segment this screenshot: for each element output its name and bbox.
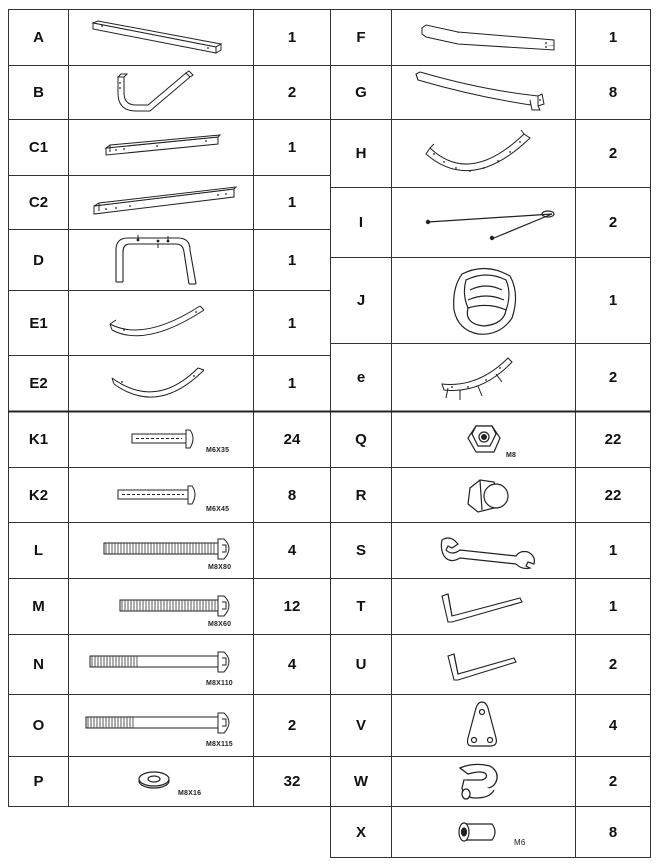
- part-qty-c2: 1: [287, 194, 297, 211]
- part-label-l: L: [33, 542, 44, 559]
- part-qty-x: 8: [608, 823, 618, 841]
- chair-seat-icon: [448, 264, 524, 338]
- arc-rail-icon: [420, 126, 540, 182]
- part-qty-h: 2: [608, 145, 618, 162]
- allen-key-icon: [446, 652, 518, 682]
- part-qty-k2: 8: [287, 486, 297, 504]
- spec-k2: M6X45: [206, 506, 230, 513]
- part-label-h: H: [355, 145, 367, 162]
- part-label-a: A: [33, 29, 44, 46]
- small-arc-icon: [438, 354, 522, 406]
- hex-nut-icon: [466, 424, 502, 456]
- part-qty-t: 1: [608, 598, 618, 615]
- part-qty-m: 12: [283, 598, 301, 615]
- allen-key-icon: [440, 592, 524, 624]
- spec-p: M8X16: [178, 790, 202, 797]
- part-qty-s: 1: [608, 542, 618, 559]
- cap-nut-icon: [464, 478, 514, 516]
- part-label-k2: K2: [28, 486, 49, 504]
- part-qty-n: 4: [287, 656, 297, 673]
- part-label-e2: E2: [29, 375, 48, 392]
- part-label-e-lower: e: [356, 369, 366, 386]
- part-label-g: G: [355, 84, 367, 101]
- part-label-p: P: [33, 773, 44, 790]
- part-label-d: D: [33, 251, 44, 269]
- part-label-s: S: [355, 542, 366, 559]
- spec-x: M6: [514, 838, 526, 847]
- part-qty-c1: 1: [287, 139, 297, 156]
- part-label-b: B: [33, 84, 44, 101]
- part-label-e1: E1: [29, 314, 48, 332]
- part-label-v: V: [355, 717, 366, 734]
- spec-n: M8X110: [206, 680, 233, 687]
- part-label-u: U: [355, 656, 367, 673]
- curved-rail-icon: [106, 360, 210, 404]
- washer-icon: [136, 769, 172, 791]
- spec-m: M8X60: [208, 621, 232, 628]
- part-label-m: M: [32, 598, 45, 615]
- bolt-icon: [118, 594, 238, 618]
- part-qty-f: 1: [608, 29, 618, 46]
- part-label-x: X: [355, 823, 366, 841]
- part-qty-g: 8: [608, 84, 618, 101]
- cable-icon: [420, 202, 560, 242]
- part-label-j: J: [356, 292, 366, 309]
- part-qty-p: 32: [283, 773, 301, 790]
- part-qty-q: 22: [604, 431, 622, 448]
- part-qty-v: 4: [608, 717, 618, 734]
- curved-slat-icon: [412, 70, 552, 114]
- part-qty-o: 2: [287, 717, 297, 734]
- spec-q: M8: [506, 452, 517, 459]
- bolt-icon: [130, 428, 200, 450]
- j-bend-tube-icon: [110, 71, 195, 117]
- u-frame-icon: [108, 232, 208, 290]
- bolt-icon: [84, 711, 238, 735]
- part-label-r: R: [355, 486, 367, 504]
- part-qty-l: 4: [287, 542, 297, 559]
- long-tube-icon: [90, 184, 238, 218]
- spec-k1: M6X35: [206, 447, 230, 454]
- part-qty-e-lower: 2: [608, 369, 618, 386]
- part-label-f: F: [356, 29, 366, 46]
- bolt-icon: [88, 650, 238, 674]
- part-qty-j: 1: [608, 292, 618, 309]
- part-qty-i: 2: [608, 214, 618, 231]
- part-qty-w: 2: [608, 773, 618, 790]
- straight-tube-icon: [90, 20, 225, 56]
- part-label-t: T: [356, 598, 366, 615]
- part-qty-e2: 1: [287, 375, 297, 392]
- part-qty-k1: 24: [283, 431, 301, 448]
- part-qty-u: 2: [608, 656, 618, 673]
- part-label-q: Q: [355, 431, 367, 448]
- part-label-c1: C1: [28, 139, 49, 156]
- part-label-o: O: [32, 717, 45, 734]
- spec-l: M8X80: [208, 564, 232, 571]
- part-qty-d: 1: [287, 251, 297, 269]
- part-label-w: W: [353, 773, 369, 790]
- part-qty-a: 1: [287, 29, 297, 46]
- barrel-nut-icon: [456, 818, 502, 846]
- spec-o: M8X115: [206, 741, 233, 748]
- part-qty-e1: 1: [287, 314, 297, 332]
- part-qty-r: 22: [604, 486, 622, 504]
- part-label-c2: C2: [28, 194, 49, 211]
- bent-bar-icon: [418, 22, 558, 52]
- part-qty-b: 2: [287, 84, 297, 101]
- part-label-n: N: [33, 656, 44, 673]
- short-tube-icon: [102, 134, 222, 162]
- bolt-icon: [116, 484, 202, 506]
- part-label-i: I: [358, 214, 364, 231]
- part-label-k1: K1: [28, 431, 49, 448]
- bolt-icon: [102, 537, 238, 561]
- clamp-icon: [454, 760, 504, 802]
- triangle-plate-icon: [464, 700, 500, 750]
- wrench-icon: [438, 534, 538, 570]
- curved-rail-icon: [104, 298, 214, 346]
